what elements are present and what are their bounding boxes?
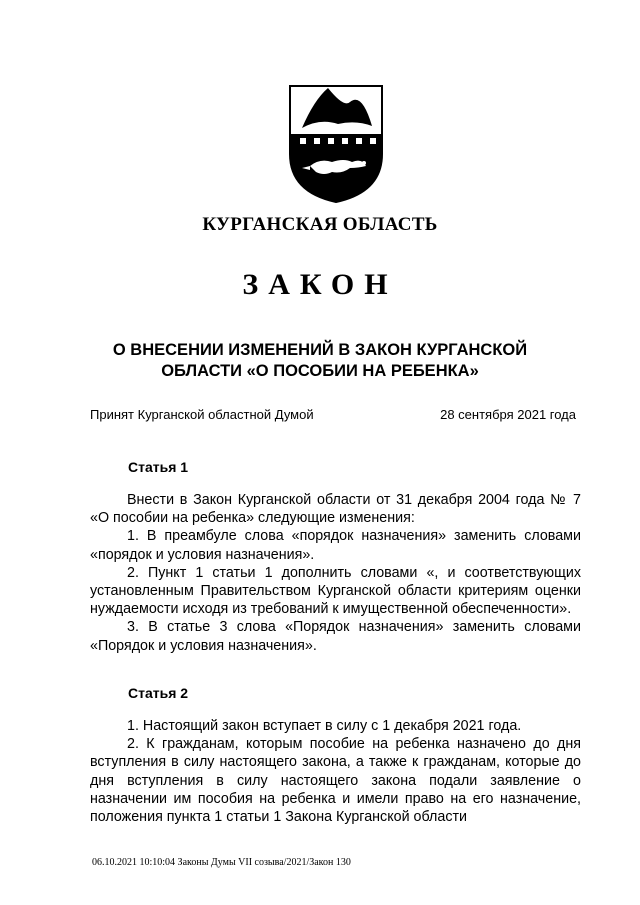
footer-stamp: 06.10.2021 10:10:04 Законы Думы VII созыва/2021/Закон 130 <box>92 857 351 868</box>
region-name: КУРГАНСКАЯ ОБЛАСТЬ <box>202 214 438 235</box>
paragraph: 1. Настоящий закон вступает в силу с 1 декабря 2021 года. <box>127 718 522 734</box>
article-1-body <box>90 491 581 655</box>
paragraph: 1. В преамбуле слова «порядок назначения» заменить словами «порядок и условия назначения». <box>90 528 581 563</box>
law-title-line: О ВНЕСЕНИИ ИЗМЕНЕНИЙ В ЗАКОН КУРГАНСКОЙ <box>112 341 528 359</box>
law-title-line: ОБЛАСТИ «О ПОСОБИИ НА РЕБЕНКА» <box>161 362 479 380</box>
adoption-date: 28 сентября 2021 года <box>440 407 576 422</box>
paragraph: Внести в Закон Курганской области от 31 декабря 2004 года № 7 «О пособии на ребенка» следующие изменения: <box>90 492 581 527</box>
coat-of-arms-emblem <box>286 82 386 204</box>
article-1-heading: Статья 1 <box>128 459 189 475</box>
article-2-heading: Статья 2 <box>128 685 189 701</box>
article-2-body <box>90 717 581 826</box>
paragraph: 2. Пункт 1 статьи 1 дополнить словами «, и соответствующих установленным Правительством Курганской области критериям оценки нуждаемости исходя из требований к имущественной обеспеченности». <box>90 564 581 618</box>
document-type: ЗАКОН <box>242 268 398 301</box>
adopted-by: Принят Курганской областной Думой <box>90 407 314 422</box>
paragraph: 2. К гражданам, которым пособие на ребенка назначено до дня вступления в силу настоящего закона, а также к гражданам, которые до дня вступления в силу настоящего закона подали заявление о назначении им пособия на ребенка и имели право на его назначение, положения пункта 1 статьи 1 Закона Курганской области <box>90 736 581 826</box>
law-title <box>80 340 560 382</box>
paragraph: 3. В статье 3 слова «Порядок назначения» заменить словами «Порядок и условия назначения». <box>90 619 581 654</box>
adoption-row <box>90 407 576 422</box>
